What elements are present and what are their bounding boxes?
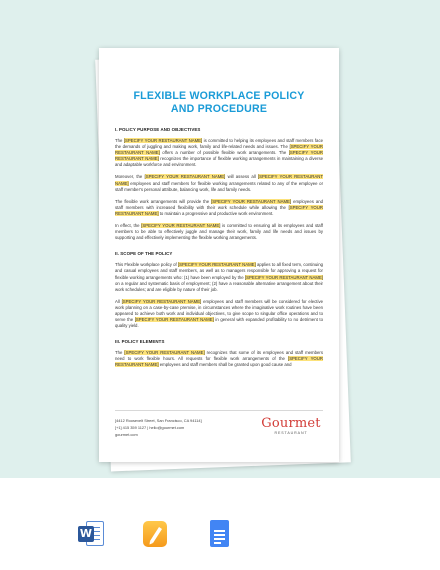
paragraph-text: to maintain a progressive and productive work environment. [158, 210, 274, 216]
section-heading: I. POLICY PURPOSE AND OBJECTIVES [115, 127, 201, 132]
paragraph-text: recognizes the importance of flexible working arrangements in maintaining a diverse and adaptable workforce and environment. [115, 156, 324, 168]
paragraph-text: in general with expanded profitability to no detriment to quality yield. [115, 317, 323, 329]
restaurant-name-placeholder: [SPECIFY YOUR RESTAURANT NAME] [115, 204, 323, 216]
restaurant-name-placeholder: [SPECIFY YOUR RESTAURANT NAME] [134, 317, 214, 323]
paragraph-text: employees and staff members shall be granted upon good cause and [158, 362, 292, 368]
document-footer [115, 417, 202, 439]
restaurant-name-placeholder: [SPECIFY YOUR RESTAURANT NAME] [244, 274, 323, 280]
pages-icon[interactable] [142, 519, 168, 549]
logo-subtitle: RESTAURANT [274, 431, 308, 435]
policy-paragraph [115, 350, 323, 368]
paragraph-text: employees and staff members will be considered for elective work planning on a case-by-case premise, in circumstances where the imaginative work routines have been appeared to achieve both work and individual objectives, to give scope to singular office operations and to serve the [115, 298, 323, 323]
format-icons [78, 519, 232, 549]
paragraph-text: This Flexible workplace policy of [115, 262, 178, 268]
policy-paragraph [115, 299, 323, 329]
policy-paragraph [115, 174, 323, 192]
restaurant-name-placeholder: [SPECIFY YOUR RESTAURANT NAME] [121, 298, 202, 304]
document-title-line-1: FLEXIBLE WORKPLACE POLICY [133, 90, 305, 102]
document-preview [99, 48, 339, 462]
restaurant-name-placeholder: [SPECIFY YOUR RESTAURANT NAME] [115, 174, 323, 186]
paragraph-text: In effect, the [115, 223, 142, 229]
document-title-line-2: AND PROCEDURE [170, 103, 268, 115]
paragraph-text: will assess all [225, 174, 258, 180]
restaurant-name-placeholder: [SPECIFY YOUR RESTAURANT NAME] [124, 350, 205, 356]
word-letter: W [79, 527, 93, 540]
restaurant-name-placeholder: [SPECIFY YOUR RESTAURANT NAME] [144, 174, 226, 180]
restaurant-name-placeholder: [SPECIFY YOUR RESTAURANT NAME] [115, 144, 323, 156]
paragraph-text: Moreover, the [115, 174, 145, 180]
restaurant-name-placeholder: [SPECIFY YOUR RESTAURANT NAME] [123, 138, 203, 143]
paragraph-text: is committed to ensuring all its employees and staff members to be able to effectively juggle and manage their work, family and life needs and issues by supporting and effectively implementing the flexible working arrangements. [115, 223, 323, 241]
paragraph-text: The [115, 350, 125, 356]
restaurant-name-placeholder: [SPECIFY YOUR RESTAURANT NAME] [115, 356, 323, 368]
paragraph-text: The flexible work arrangements will provide the [115, 198, 212, 204]
section-heading: III. POLICY ELEMENTS [115, 339, 165, 345]
logo-word: Gourmet [261, 416, 321, 431]
google-docs-icon[interactable] [206, 519, 232, 549]
paragraph-text: employees and staff members with increased flexibility with their work schedule while allowing the [115, 198, 323, 210]
policy-paragraph [115, 138, 323, 168]
paragraph-text: recognizes that some of its employees and staff members need to work flexible hours. All requests for flexible work arrangements of the [115, 350, 323, 362]
paragraph-text: All [115, 298, 122, 304]
paragraph-text: on a regular and systematic basis of employment; (2) have a reasonable alternative arrangement about their work schedules; and are eligible by nature of their job. [115, 280, 323, 292]
document-body [115, 127, 323, 379]
policy-paragraph [115, 223, 323, 241]
gourmet-logo [261, 417, 321, 436]
restaurant-name-placeholder: [SPECIFY YOUR RESTAURANT NAME] [211, 198, 292, 204]
footer-contact: [+1] 415 359 1127 | hello@gourmet.com [115, 425, 185, 431]
policy-paragraph [115, 262, 323, 292]
paragraph-text: is committed to helping its employees and staff members face the demands of juggling and making work, family and life-related needs and issues. The [115, 138, 323, 150]
document-title [115, 90, 323, 116]
paragraph-text: applies to all fixed term, continuing and casual employees and staff members, as well as to managers responsible for approving a request for flexible working arrangements who: (1) have been employed by the [115, 262, 323, 280]
footer-website: gourmet.com [115, 432, 138, 438]
restaurant-name-placeholder: [SPECIFY YOUR RESTAURANT NAME] [177, 262, 256, 268]
footer-address: [4412 Roosevelt Street, San Francisco, CA 94114] [115, 418, 202, 423]
restaurant-name-placeholder: [SPECIFY YOUR RESTAURANT NAME] [115, 150, 324, 162]
google-docs-page [210, 520, 229, 547]
footer-divider [115, 410, 323, 411]
paragraph-text: offers a number of possible flexible work arrangements. The [159, 150, 289, 156]
pages-pen-glyph [142, 519, 168, 549]
policy-paragraph [115, 199, 323, 217]
paragraph-text: employees and staff members for flexible working arrangements related to any of the employee or staff member's personal attribute, balancing work, life and family needs. [115, 180, 323, 192]
paragraph-text: The [115, 138, 124, 143]
word-icon[interactable] [78, 519, 104, 549]
restaurant-name-placeholder: [SPECIFY YOUR RESTAURANT NAME] [141, 223, 221, 229]
section-heading: II. SCOPE OF THE POLICY [115, 251, 173, 257]
